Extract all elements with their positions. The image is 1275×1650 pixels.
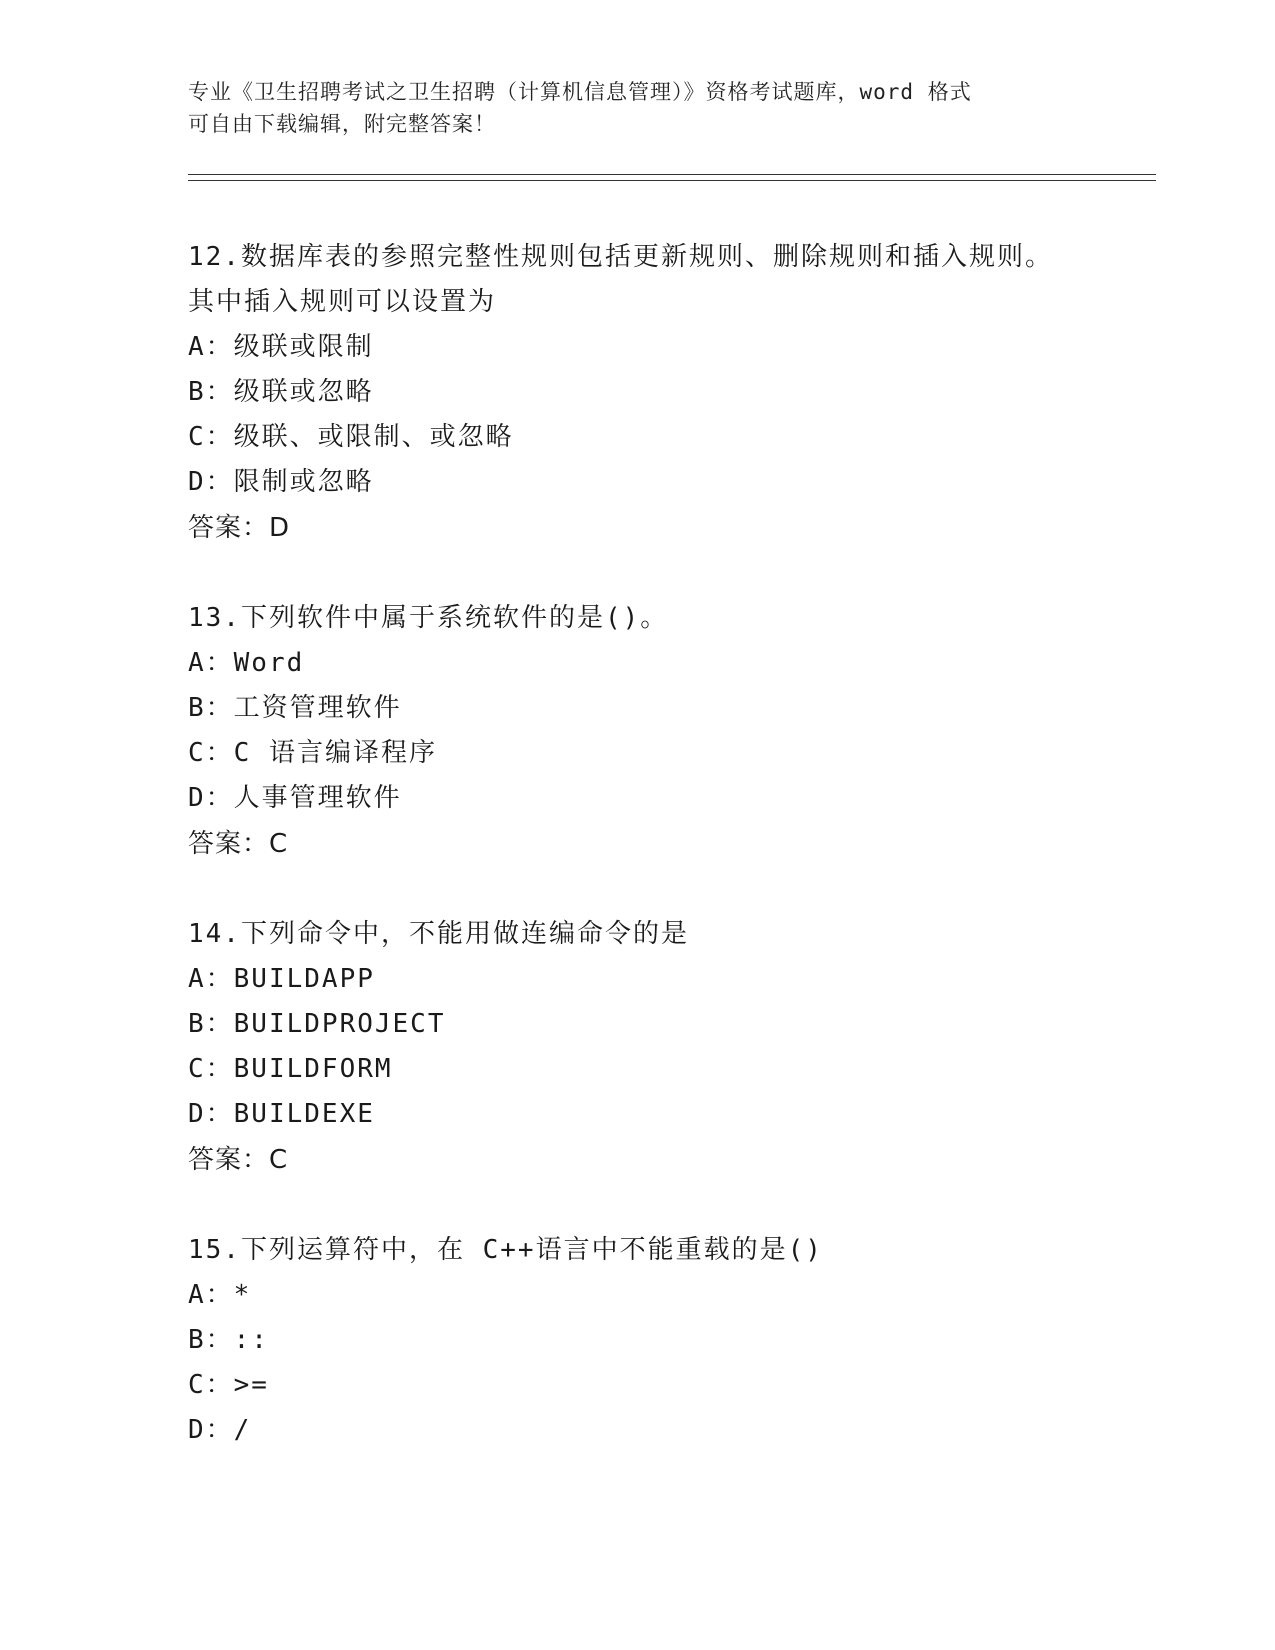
answer: 答案：C — [188, 829, 289, 859]
option-c: C：C 语言编译程序 — [188, 738, 437, 768]
option-a: A：Word — [188, 648, 305, 678]
option-a: A：级联或限制 — [188, 332, 374, 362]
header-line-1: 专业《卫生招聘考试之卫生招聘（计算机信息管理）》资格考试题库，word 格式 — [188, 80, 972, 104]
question-stem: 15.下列运算符中，在 C++语言中不能重载的是() — [188, 1235, 823, 1265]
header-line-2: 可自由下载编辑，附完整答案！ — [188, 112, 496, 136]
option-d: D：限制或忽略 — [188, 467, 374, 497]
option-b: B：BUILDPROJECT — [188, 1009, 446, 1039]
question-stem: 14.下列命令中，不能用做连编命令的是 — [188, 919, 689, 949]
option-c: C：>= — [188, 1370, 269, 1400]
header-rule-top — [188, 174, 1156, 175]
option-d: D：人事管理软件 — [188, 783, 402, 813]
option-c: C：级联、或限制、或忽略 — [188, 422, 514, 452]
option-b: B：:: — [188, 1325, 269, 1355]
option-d: D：BUILDEXE — [188, 1099, 375, 1129]
option-c: C：BUILDFORM — [188, 1054, 393, 1084]
answer: 答案：D — [188, 513, 291, 543]
header-rule-bottom — [188, 180, 1156, 181]
option-d: D：/ — [188, 1415, 252, 1445]
question-stem: 13.下列软件中属于系统软件的是()。 — [188, 603, 669, 633]
option-a: A：* — [188, 1280, 252, 1310]
option-b: B：级联或忽略 — [188, 377, 374, 407]
option-a: A：BUILDAPP — [188, 964, 375, 994]
option-b: B：工资管理软件 — [188, 693, 402, 723]
question-stem: 12.数据库表的参照完整性规则包括更新规则、删除规则和插入规则。 — [188, 242, 1053, 272]
question-stem: 其中插入规则可以设置为 — [188, 287, 497, 317]
answer: 答案：C — [188, 1145, 289, 1175]
